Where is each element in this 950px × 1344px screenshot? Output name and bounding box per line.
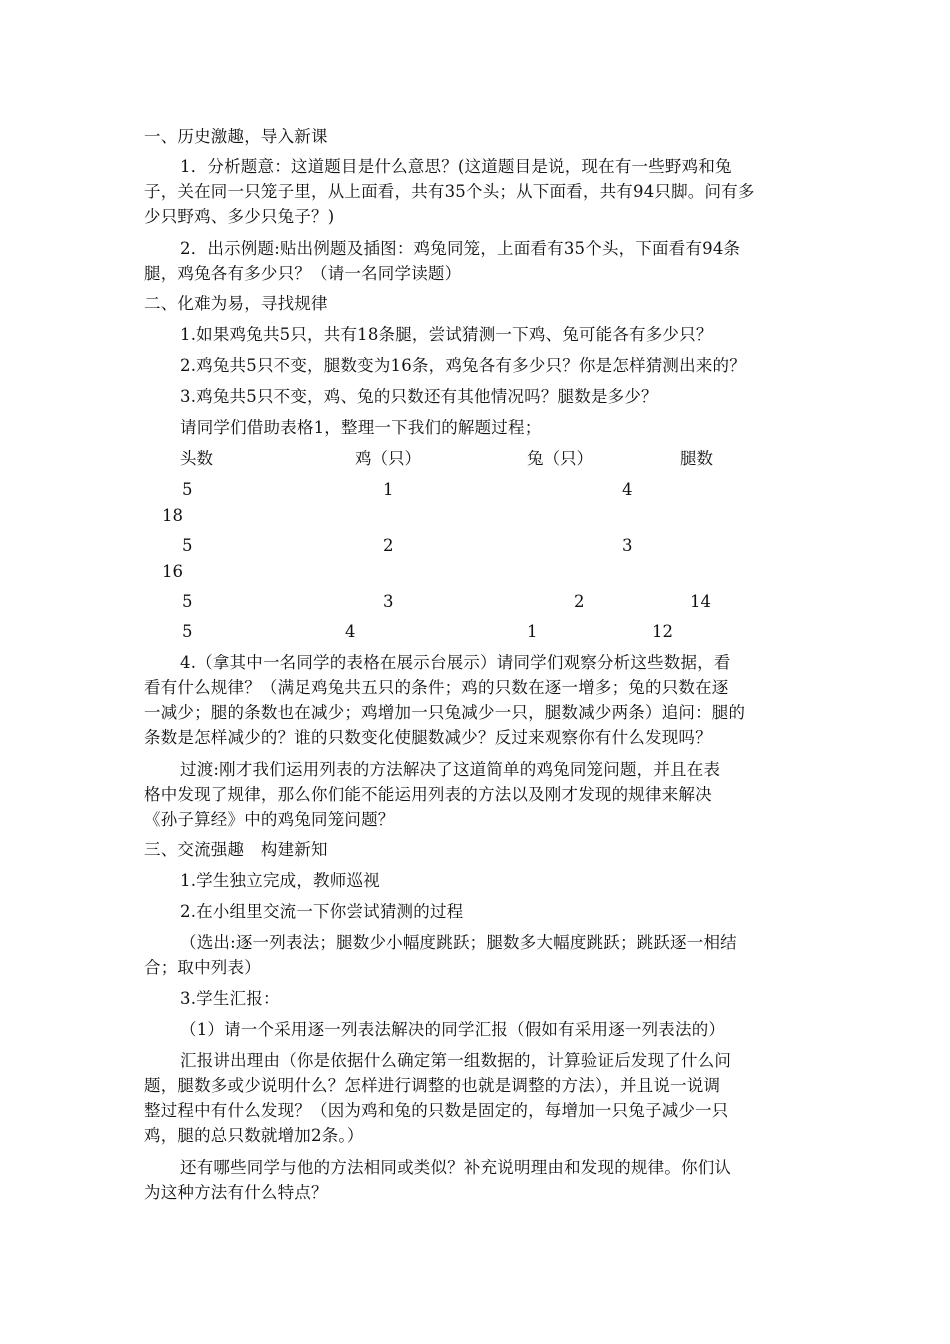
table-cell: 12	[652, 622, 673, 641]
paragraph-line: 一减少；腿的条数也在减少；鸡增加一只兔减少一只，腿数减少两条）追问：腿的	[144, 703, 746, 722]
paragraph-line: 2.在小组里交流一下你尝试猜测的过程	[180, 902, 464, 921]
paragraph-line: 汇报讲出理由（你是依据什么确定第一组数据的，计算验证后发现了什么问	[180, 1051, 732, 1070]
table-cell: 4	[345, 622, 356, 641]
table-cell: 5	[182, 622, 193, 641]
table-cell: 1	[383, 480, 394, 499]
table-cell: 3	[622, 536, 633, 555]
paragraph-line: 整过程中有什么发现？（因为鸡和兔的只数是固定的，每增加一只兔子减少一只	[144, 1101, 729, 1120]
table-cell: 14	[690, 592, 711, 611]
paragraph-line: 鸡，腿的总只数就增加2条。）	[144, 1126, 364, 1145]
paragraph-line: 3.学生汇报：	[180, 989, 280, 1008]
table-header-heads: 头数	[180, 449, 213, 468]
paragraph-line: 少只野鸡、多少只兔子？)	[144, 207, 335, 226]
paragraph-line: 4.（拿其中一名同学的表格在展示台展示）请同学们观察分析这些数据，看	[180, 653, 731, 672]
paragraph-line: 1.如果鸡兔共5只，共有18条腿，尝试猜测一下鸡、兔可能各有多少只？	[180, 325, 713, 344]
table-cell: 18	[162, 506, 183, 525]
paragraph-line: 合；取中列表）	[144, 958, 261, 977]
table-cell: 2	[574, 592, 585, 611]
table-cell: 16	[162, 562, 183, 581]
paragraph-line: 子，关在同一只笼子里，从上面看，共有35个头；从下面看，共有94只脚。问有多	[144, 182, 755, 201]
section-heading-2: 二、化难为易，寻找规律	[144, 294, 328, 313]
paragraph-line: 题，腿数多或少说明什么？怎样进行调整的也就是调整的方法），并且说一说调	[144, 1076, 721, 1095]
table-cell: 5	[182, 536, 193, 555]
section-heading-1: 一、历史激趣，导入新课	[144, 127, 328, 146]
table-header-chickens: 鸡（只）	[355, 449, 421, 468]
paragraph-line: 1．分析题意：这道题目是什么意思？(这道题目是说，现在有一些野鸡和兔	[180, 157, 732, 176]
paragraph-line: 请同学们借助表格1，整理一下我们的解题过程；	[180, 418, 542, 437]
paragraph-line: 条数是怎样减少的？谁的只数变化使腿数减少？反过来观察你有什么发现吗？	[144, 728, 712, 747]
paragraph-line: 格中发现了规律，那么你们能不能运用列表的方法以及刚才发现的规律来解决	[144, 785, 712, 804]
table-cell: 4	[622, 480, 633, 499]
paragraph-line: 为这种方法有什么特点？	[144, 1183, 328, 1202]
table-cell: 5	[182, 480, 193, 499]
paragraph-line: （1）请一个采用逐一列表法解决的同学汇报（假如有采用逐一列表法的）	[180, 1020, 726, 1039]
paragraph-line: （选出:逐一列表法；腿数少小幅度跳跃；腿数多大幅度跳跃；跳跃逐一相结	[180, 933, 737, 952]
paragraph-line: 1.学生独立完成，教师巡视	[180, 871, 380, 890]
table-cell: 5	[182, 592, 193, 611]
paragraph-line: 还有哪些同学与他的方法相同或类似？补充说明理由和发现的规律。你们认	[180, 1158, 732, 1177]
paragraph-line: 2．出示例题:贴出例题及插图：鸡兔同笼，上面看有35个头，下面看有94条	[180, 239, 741, 258]
paragraph-line: 3.鸡兔共5只不变，鸡、兔的只数还有其他情况吗？腿数是多少？	[180, 387, 658, 406]
table-header-legs: 腿数	[680, 449, 713, 468]
section-heading-3: 三、交流强趣 构建新知	[144, 840, 328, 859]
paragraph-line: 2.鸡兔共5只不变，腿数变为16条，鸡兔各有多少只？你是怎样猜测出来的？	[180, 356, 746, 375]
paragraph-line: 过渡:刚才我们运用列表的方法解决了这道简单的鸡兔同笼问题，并且在表	[180, 760, 721, 779]
table-cell: 2	[383, 536, 394, 555]
table-cell: 3	[383, 592, 394, 611]
table-cell: 1	[527, 622, 538, 641]
table-header-rabbits: 兔（只）	[527, 449, 593, 468]
paragraph-line: 腿，鸡兔各有多少只？（请一名同学读题）	[144, 264, 462, 283]
paragraph-line: 《孙子算经》中的鸡兔同笼问题？	[144, 810, 395, 829]
paragraph-line: 看有什么规律？（满足鸡兔共五只的条件；鸡的只数在逐一增多；兔的只数在逐	[144, 678, 729, 697]
